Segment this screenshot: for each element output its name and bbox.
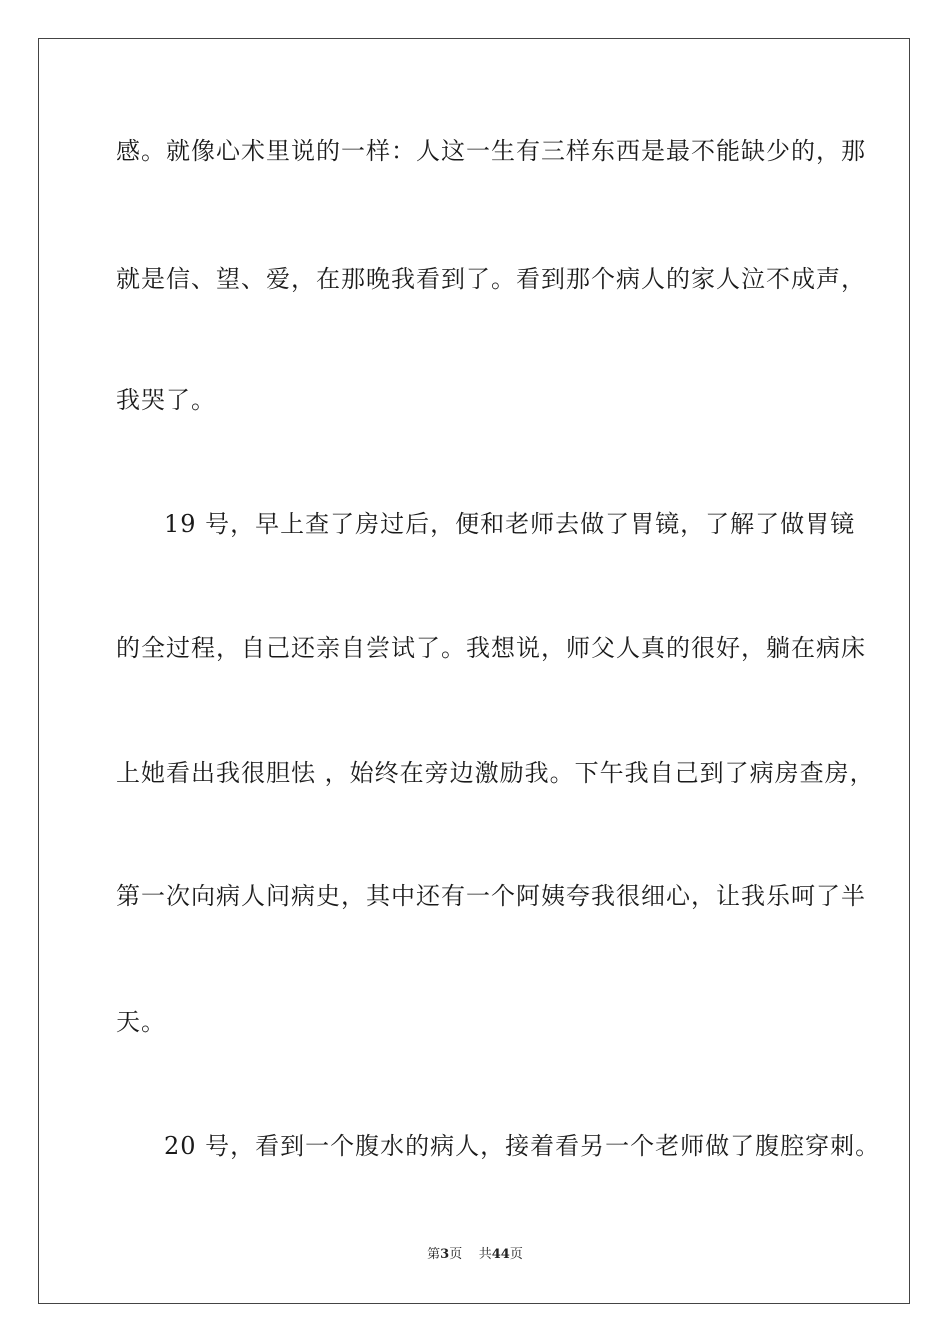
total-page-count: 44 (491, 1247, 510, 1262)
paragraph-line: 感。就像心术里说的一样：人这一生有三样东西是最不能缺少的，那 (116, 137, 866, 165)
paragraph-line: 就是信、望、爱，在那晚我看到了。看到那个病人的家人泣不成声， (116, 265, 866, 293)
page-footer (0, 1247, 950, 1263)
page-border (38, 38, 910, 1304)
page-number-label: 第3页 (427, 1247, 463, 1262)
paragraph-line: 上她看出我很胆怯 ，始终在旁边激励我。下午我自己到了病房查房， (116, 759, 875, 787)
paragraph-line: 19 号，早上查了房过后，便和老师去做了胃镜，了解了做胃镜 (164, 510, 856, 538)
current-page-number: 3 (440, 1247, 450, 1262)
paragraph-line: 第一次向病人问病史，其中还有一个阿姨夸我很细心，让我乐呵了半 (116, 882, 866, 910)
paragraph-line: 我哭了。 (116, 386, 216, 414)
paragraph-line: 的全过程，自己还亲自尝试了。我想说，师父人真的很好，躺在病床 (116, 634, 866, 662)
total-pages-label: 共44页 (478, 1247, 523, 1262)
paragraph-line: 20 号，看到一个腹水的病人，接着看另一个老师做了腹腔穿刺。 (164, 1132, 881, 1160)
paragraph-line: 天。 (116, 1008, 166, 1036)
